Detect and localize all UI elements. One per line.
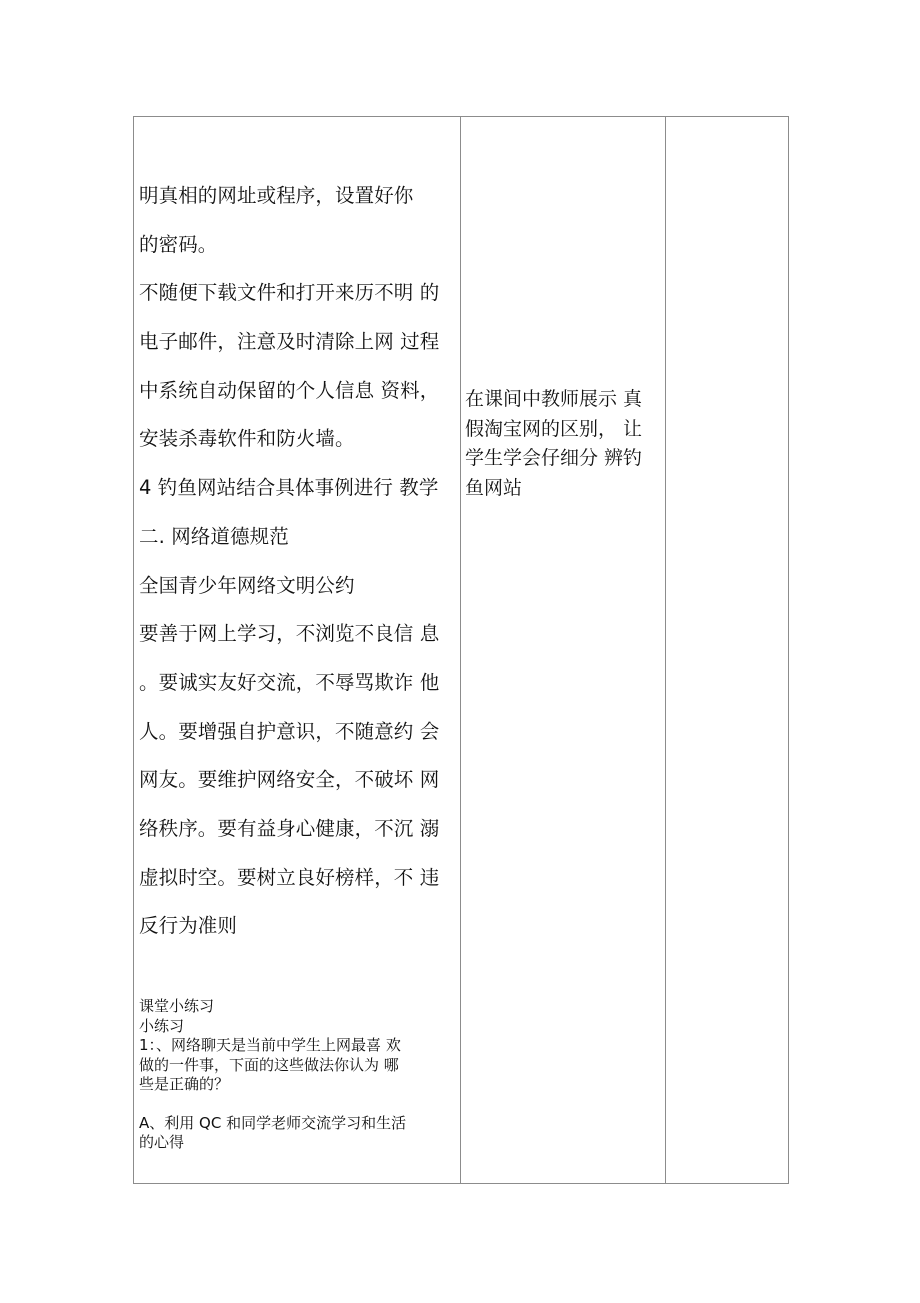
- exercise-block: [139, 997, 457, 1153]
- content-cell: [134, 117, 460, 1183]
- activity-line: 鱼网站: [465, 476, 523, 499]
- content-line: 安装杀毒软件和防火墙。: [139, 427, 355, 451]
- spacer: [139, 1095, 457, 1114]
- question-text: 些是正确的？: [139, 1075, 230, 1093]
- content-line: 虚拟时空。要树立良好榜样，不 违: [139, 865, 440, 889]
- content-line: 反行为准则: [139, 914, 238, 938]
- notes-cell: [666, 117, 788, 1183]
- content-line: 中系统自动保留的个人信息 资料，: [139, 378, 440, 402]
- option-a: 的心得: [139, 1133, 185, 1151]
- option-a: A、利用 QC 和同学老师交流学习和生活: [139, 1113, 407, 1132]
- exercise-heading: 课堂小练习: [139, 997, 215, 1015]
- section-heading: 二. 网络道德规范: [139, 524, 289, 548]
- content-line: 全国青少年网络文明公约: [139, 573, 355, 597]
- lesson-table: [133, 116, 789, 1184]
- content-line: 。要诚实友好交流，不辱骂欺诈 他: [139, 670, 440, 694]
- teacher-activity-text: [465, 385, 663, 503]
- content-line: 4 钓鱼网站结合具体事例进行 教学: [139, 476, 439, 500]
- content-line: 不随便下载文件和打开来历不明 的: [139, 281, 440, 305]
- content-line: 人。要增强自护意识，不随意约 会: [139, 719, 440, 743]
- question-text: 1：、网络聊天是当前中学生上网最喜 欢: [139, 1036, 401, 1054]
- activity-line: 学生学会仔细分 辨钓: [465, 447, 643, 469]
- exercise-subheading: 小练习: [139, 1016, 185, 1035]
- content-line: 网友。要维护网络安全，不破坏 网: [139, 768, 440, 792]
- content-line: 的密码。: [139, 232, 218, 256]
- content-text: [139, 172, 457, 951]
- content-line: 电子邮件，注意及时清除上网 过程: [139, 330, 440, 354]
- content-line: 络秩序。要有益身心健康，不沉 溺: [139, 816, 440, 840]
- question-text: 做的一件事，下面的这些做法你认为 哪: [139, 1055, 399, 1074]
- activity-line: 在课间中教师展示 真: [465, 388, 643, 410]
- activity-line: 假淘宝网的区别， 让: [465, 417, 643, 440]
- teacher-activity-cell: [460, 117, 665, 1183]
- content-line: 明真相的网址或程序，设置好你: [139, 184, 414, 207]
- content-line: 要善于网上学习，不浏览不良信 息: [139, 622, 440, 646]
